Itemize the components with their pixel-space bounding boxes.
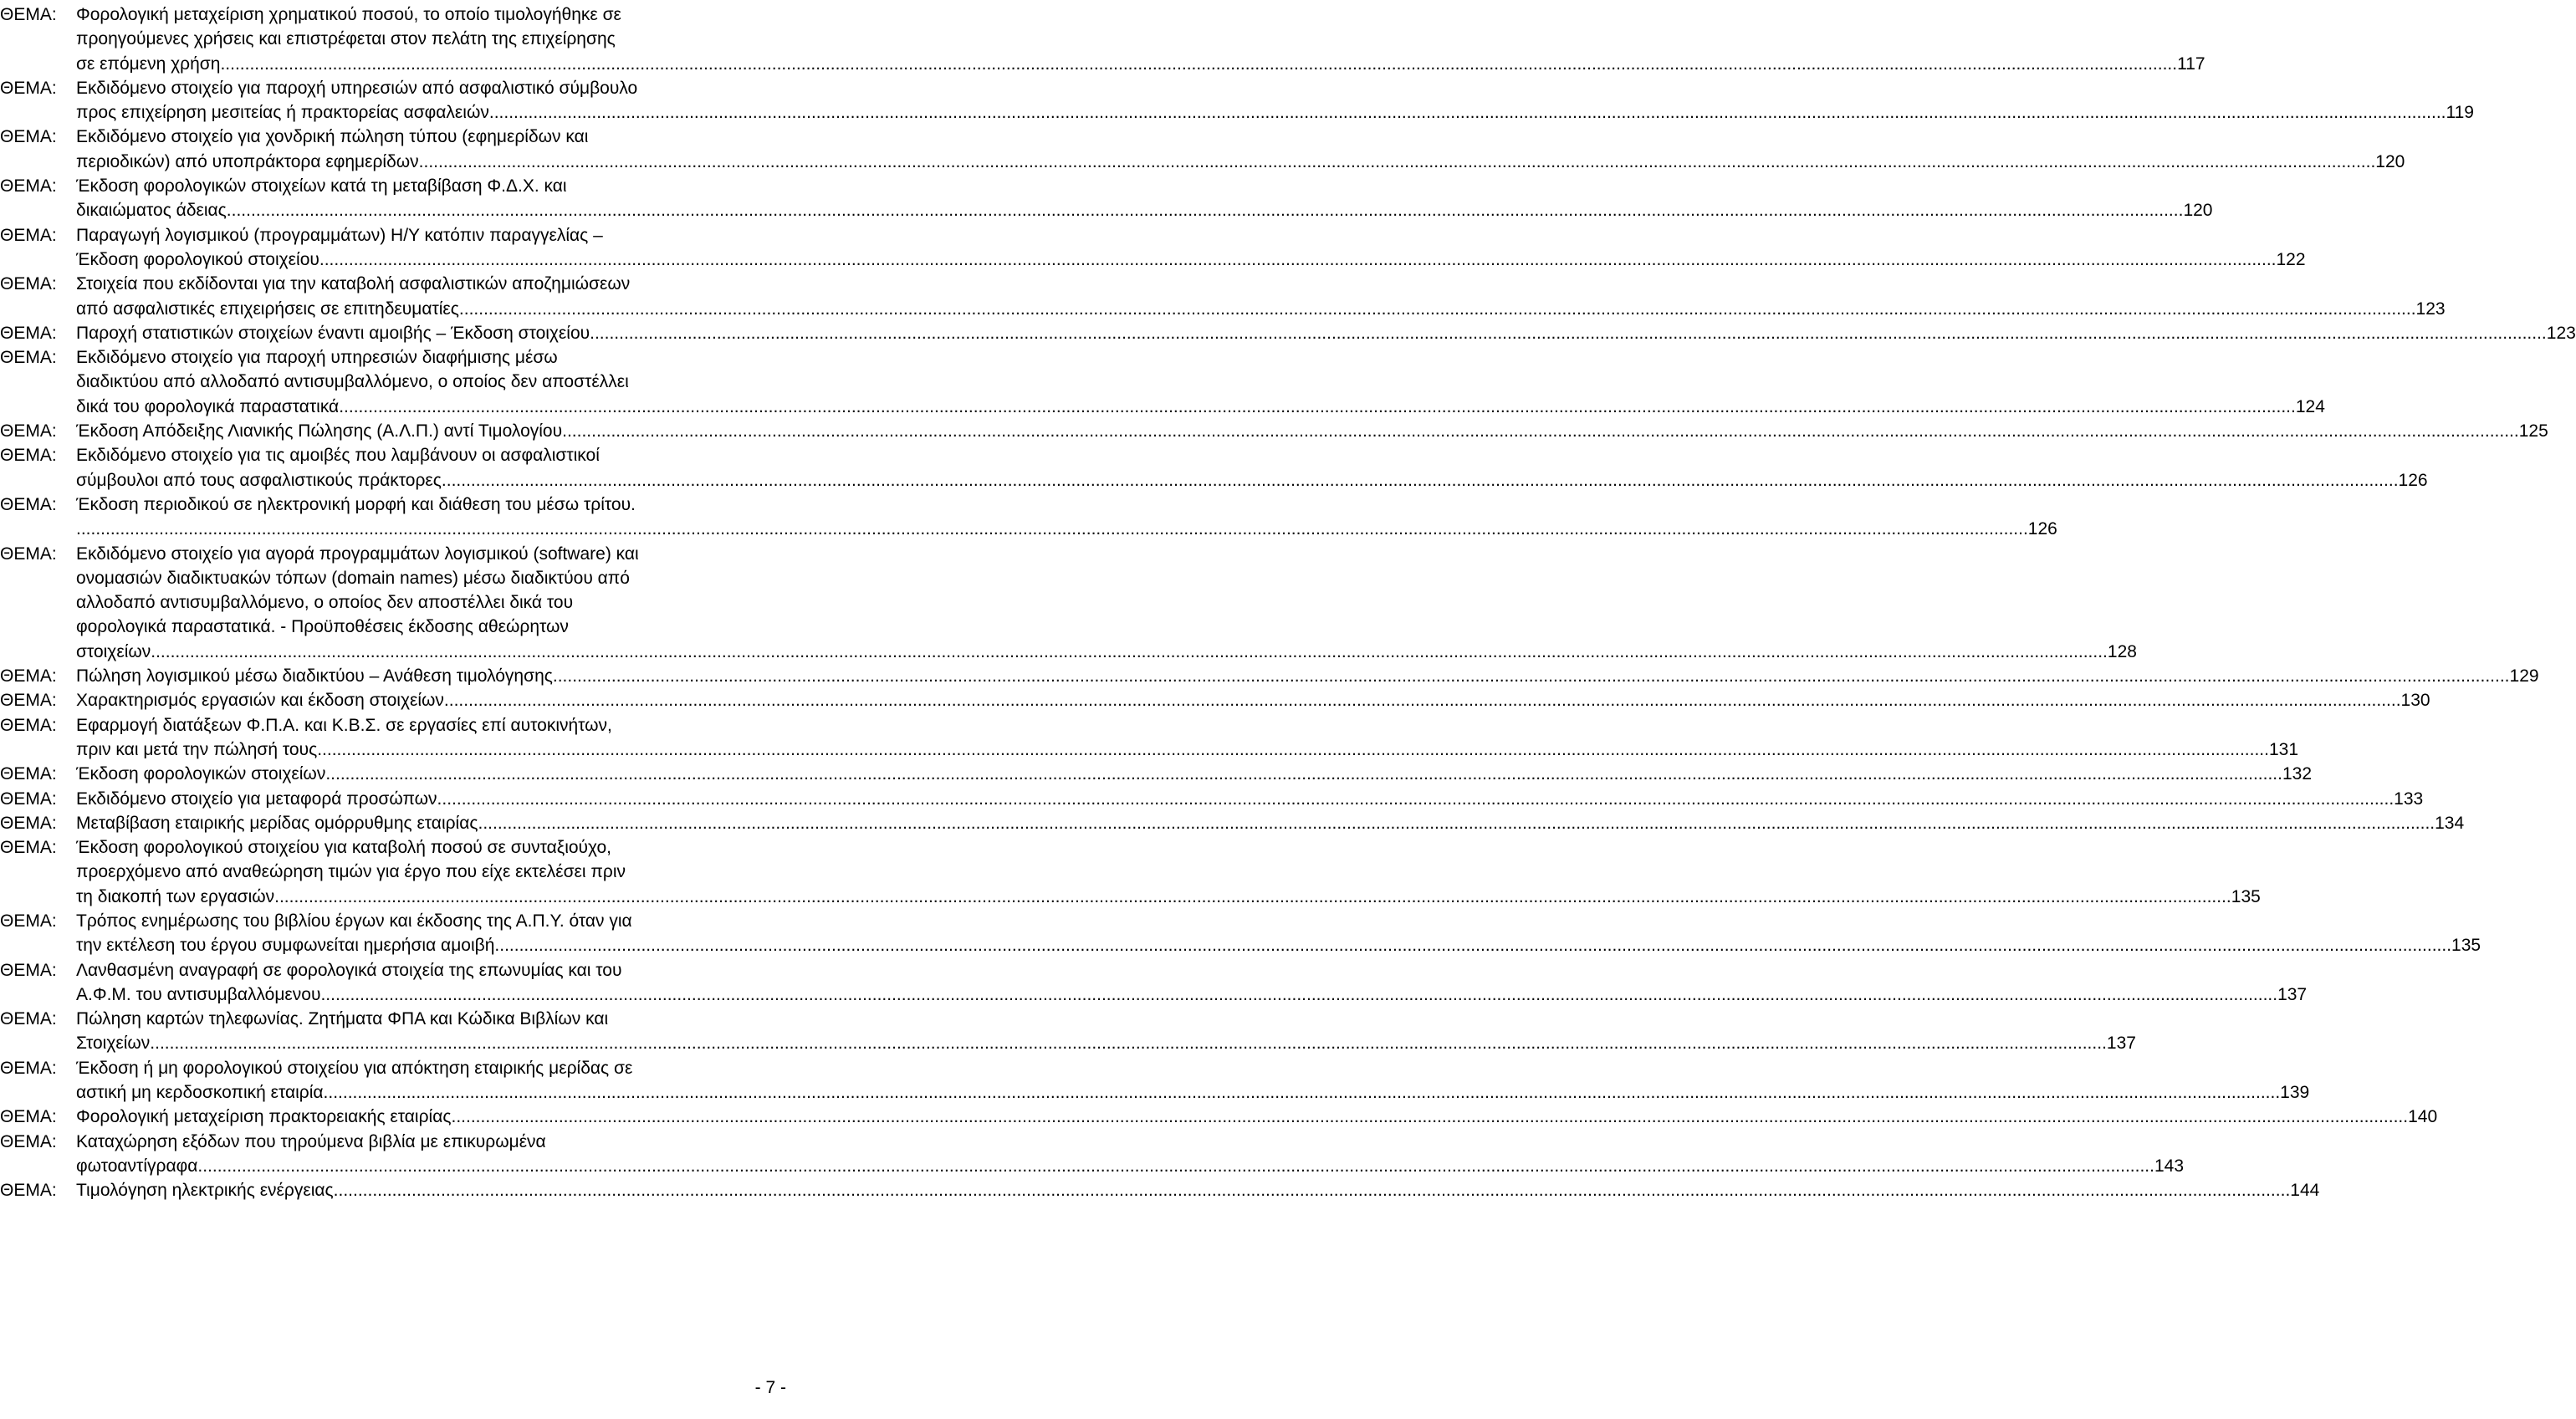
toc-entry[interactable]	[0, 958, 2308, 1008]
dot-leader: ................................................................................................................................................................................................................................................................................................................................................................................................................	[448, 691, 2401, 711]
toc-entry-text: Λανθασμένη αναγραφή σε φορολογικά στοιχεία της επωνυμίας και του	[76, 960, 622, 980]
toc-entry-page: 120	[2375, 151, 2405, 171]
toc-entry-text: Πώληση καρτών τηλεφωνίας. Ζητήματα ΦΠΑ και Κώδικα Βιβλίων και	[76, 1009, 609, 1029]
toc-entry-text: προηγούμενες χρήσεις και επιστρέφεται στον πελάτη της επιχείρησης	[76, 29, 616, 49]
dot-leader: ................................................................................................................................................................................................................................................................................................................................................................................................................	[76, 519, 2028, 539]
dot-leader: ................................................................................................................................................................................................................................................................................................................................................................................................................	[446, 470, 2399, 490]
toc-entry-label: ΘΕΜΑ:	[0, 1009, 57, 1029]
toc-entry-text: προερχόμενο από αναθεώρηση τιμών για έργο που είχε εκτελέσει πριν	[76, 862, 626, 882]
dot-leader: ................................................................................................................................................................................................................................................................................................................................................................................................................	[202, 1156, 2154, 1176]
dot-leader: ................................................................................................................................................................................................................................................................................................................................................................................................................	[442, 789, 2395, 809]
toc-entry[interactable]	[0, 1007, 2136, 1056]
dot-leader: ................................................................................................................................................................................................................................................................................................................................................................................................................	[499, 936, 2452, 956]
toc-entry[interactable]	[0, 542, 2137, 664]
toc-entry-page: 131	[2268, 739, 2299, 759]
dot-leader: ................................................................................................................................................................................................................................................................................................................................................................................................................	[155, 1034, 2107, 1054]
toc-entry[interactable]	[0, 1105, 2438, 1129]
toc-entry-text: Πώληση λογισμικού μέσω διαδικτύου – Ανάθεση τιμολόγησης.	[76, 666, 558, 687]
toc-entry-page: 128	[2107, 641, 2137, 661]
toc-entry-page: 119	[2446, 103, 2474, 123]
toc-entry-text: την εκτέλεση του έργου συμφωνείται ημερήσια αμοιβή.	[76, 936, 500, 956]
toc-entry-text: Εκδιδόμενο στοιχείο για παροχή υπηρεσιών από ασφαλιστικό σύμβουλο	[76, 78, 638, 98]
toc-entry[interactable]	[0, 321, 2576, 345]
toc-entry-text: σύμβουλοι από τους ασφαλιστικούς πράκτορες.	[76, 470, 447, 490]
toc-entry[interactable]	[0, 493, 2057, 542]
toc-entry-page: 134	[2435, 813, 2465, 833]
toc-entry-label: ΘΕΜΑ:	[0, 666, 57, 687]
toc-entry[interactable]	[0, 811, 2465, 835]
toc-entry-text: ονομασιών διαδικτυακών τόπων (domain names) μέσω διαδικτύου από	[76, 568, 630, 588]
toc-entry[interactable]	[0, 909, 2481, 958]
toc-entry-text: Εκδιδόμενο στοιχείο για παροχή υπηρεσιών διαφήμισης μέσω	[76, 348, 558, 368]
toc-entry-label: ΘΕΜΑ:	[0, 1107, 57, 1127]
toc-entry-label: ΘΕΜΑ:	[0, 813, 57, 833]
dot-leader: ................................................................................................................................................................................................................................................................................................................................................................................................................	[330, 764, 2282, 784]
toc-entry-text: Παροχή στατιστικών στοιχείων έναντι αμοιβής – Έκδοση στοιχείου.	[76, 323, 595, 343]
toc-entry-text: Στοιχεία που εκδίδονται για την καταβολή ασφαλιστικών αποζημιώσεων	[76, 274, 631, 294]
toc-entry-page: 144	[2290, 1181, 2320, 1201]
toc-entry-page: 123	[2546, 323, 2576, 343]
dot-leader: ................................................................................................................................................................................................................................................................................................................................................................................................................	[225, 54, 2178, 74]
toc-entry-page: 137	[2106, 1034, 2136, 1054]
dot-leader: ................................................................................................................................................................................................................................................................................................................................................................................................................	[325, 984, 2278, 1004]
toc-entry-text: φωτοαντίγραφα.	[76, 1156, 203, 1176]
toc-entry-label: ΘΕΜΑ:	[0, 176, 57, 197]
toc-entry-text: στοιχείων.	[76, 641, 156, 661]
toc-entry-text: αλλοδαπό αντισυμβαλλόμενο, ο οποίος δεν αποστέλλει δικά του	[76, 593, 574, 613]
toc-entry-label: ΘΕΜΑ:	[0, 691, 57, 711]
dot-leader: ................................................................................................................................................................................................................................................................................................................................................................................................................	[338, 1181, 2291, 1201]
toc-entry[interactable]	[0, 713, 2299, 763]
toc-entry-text: Παραγωγή λογισμικού (προγραμμάτων) Η/Υ κατόπιν παραγγελίας –	[76, 225, 603, 245]
dot-leader: ................................................................................................................................................................................................................................................................................................................................................................................................................	[423, 151, 2376, 171]
toc-entry-text: σε επόμενη χρήση.	[76, 54, 226, 74]
toc-entry-label: ΘΕΜΑ:	[0, 225, 57, 245]
toc-entry-text: δικά του φορολογικά παραστατικά.	[76, 396, 345, 416]
toc-entry-text: Εφαρμογή διατάξεων Φ.Π.Α. και Κ.Β.Σ. σε εργασίες επί αυτοκινήτων,	[76, 715, 612, 735]
dot-leader: ................................................................................................................................................................................................................................................................................................................................................................................................................	[594, 323, 2547, 343]
toc-entry-page: 140	[2408, 1107, 2438, 1127]
toc-entry-text: Εκδιδόμενο στοιχείο για αγορά προγραμμάτων λογισμικού (software) και	[76, 544, 639, 564]
toc-entry-text: Στοιχείων.	[76, 1034, 156, 1054]
toc-entry-page: 135	[2451, 936, 2481, 956]
toc-entry[interactable]	[0, 419, 2548, 443]
toc-entry-text: περιοδικών) από υποπράκτορα εφημερίδων.	[76, 151, 424, 171]
toc-entry-label: ΘΕΜΑ:	[0, 446, 57, 466]
toc-entry-label: ΘΕΜΑ:	[0, 127, 57, 147]
toc-entry-text: πριν και μετά την πώλησή τους	[76, 739, 318, 759]
toc-entry-label: ΘΕΜΑ:	[0, 1131, 57, 1151]
toc-entry-text: Τιμολόγηση ηλεκτρικής ενέργειας.	[76, 1181, 339, 1201]
toc-entry-text: Έκδοση φορολογικού στοιχείου για καταβολή ποσού σε συνταξιούχο,	[76, 838, 612, 858]
toc-entry[interactable]	[0, 787, 2424, 811]
toc-entry[interactable]	[0, 223, 2306, 273]
toc-entry[interactable]	[0, 345, 2325, 419]
toc-entry-page: 124	[2295, 396, 2325, 416]
toc-entry-text: Εκδιδόμενο στοιχείο για μεταφορά προσώπων.	[76, 789, 442, 809]
toc-entry-label: ΘΕΜΑ:	[0, 274, 57, 294]
toc-entry-text: από ασφαλιστικές επιχειρήσεις σε επιτηδευματίες.	[76, 299, 464, 319]
toc-entry-label: ΘΕΜΑ:	[0, 421, 57, 442]
toc-entry-label: ΘΕΜΑ:	[0, 715, 57, 735]
toc-entry[interactable]	[0, 272, 2446, 321]
toc-entry-page: 125	[2518, 421, 2548, 442]
toc-entry-text: Μεταβίβαση εταιρικής μερίδας ομόρρυθμης εταιρίας.	[76, 813, 483, 833]
toc-entry-label: ΘΕΜΑ:	[0, 78, 57, 98]
toc-entry-label: ΘΕΜΑ:	[0, 789, 57, 809]
toc-entry[interactable]	[0, 1178, 2320, 1202]
toc-entry[interactable]	[0, 688, 2430, 712]
toc-entry-text: Α.Φ.Μ. του αντισυμβαλλόμενου.	[76, 984, 326, 1004]
toc-entry[interactable]	[0, 1056, 2310, 1105]
toc-entry-label: ΘΕΜΑ:	[0, 764, 57, 784]
dot-leader: ................................................................................................................................................................................................................................................................................................................................................................................................................	[231, 201, 2184, 221]
toc-entry-page: 139	[2280, 1083, 2310, 1103]
toc-entry-text: Χαρακτηρισμός εργασιών και έκδοση στοιχείων.	[76, 691, 449, 711]
toc-entry-page: 126	[2027, 519, 2057, 539]
toc-entry-text: Έκδοση φορολογικών στοιχείων.	[76, 764, 331, 784]
toc-entry[interactable]	[0, 76, 2474, 125]
toc-entry-text: διαδικτύου από αλλοδαπό αντισυμβαλλόμενο, ο οποίος δεν αποστέλλει	[76, 372, 629, 392]
toc-entry-text: τη διακοπή των εργασιών.	[76, 886, 279, 906]
toc-entry-page: 137	[2277, 984, 2308, 1004]
dot-leader: ................................................................................................................................................................................................................................................................................................................................................................................................................	[324, 249, 2277, 269]
dot-leader: ................................................................................................................................................................................................................................................................................................................................................................................................................	[328, 1083, 2281, 1103]
toc-entry-text: Έκδοση φορολογικού στοιχείου.	[76, 249, 325, 269]
toc-entry-label: ΘΕΜΑ:	[0, 323, 57, 343]
toc-entry-page: 126	[2398, 470, 2428, 490]
toc-entry-text: φορολογικά παραστατικά. - Προϋποθέσεις έκδοσης αθεώρητων	[76, 617, 569, 637]
toc-entry-page: 120	[2183, 201, 2213, 221]
toc-entry-text: Έκδοση περιοδικού σε ηλεκτρονική μορφή και διάθεση του μέσω τρίτου.	[76, 494, 636, 514]
toc-entry[interactable]	[0, 835, 2261, 909]
table-of-contents	[0, 3, 2576, 1203]
toc-entry-text: Εκδιδόμενο στοιχείο για χονδρική πώληση τύπου (εφημερίδων και	[76, 127, 589, 147]
dot-leader: ................................................................................................................................................................................................................................................................................................................................................................................................................	[317, 739, 2269, 759]
dot-leader: ................................................................................................................................................................................................................................................................................................................................................................................................................	[344, 396, 2296, 416]
toc-entry[interactable]	[0, 125, 2405, 174]
dot-leader: ................................................................................................................................................................................................................................................................................................................................................................................................................	[566, 421, 2519, 442]
toc-entry[interactable]	[0, 443, 2428, 493]
toc-entry-text: Εκδιδόμενο στοιχείο για τις αμοιβές που λαμβάνουν οι ασφαλιστικοί	[76, 446, 600, 466]
toc-entry-text: αστική μη κερδοσκοπική εταιρία.	[76, 1083, 329, 1103]
toc-entry-text: δικαιώματος άδειας.	[76, 201, 232, 221]
toc-entry[interactable]	[0, 762, 2313, 786]
toc-entry-text: Φορολογική μεταχείριση χρηματικού ποσού, το οποίο τιμολογήθηκε σε	[76, 5, 621, 24]
dot-leader: ................................................................................................................................................................................................................................................................................................................................................................................................................	[557, 666, 2510, 687]
toc-entry-text: Έκδοση ή μη φορολογικού στοιχείου για απόκτηση εταιρικής μερίδας σε	[76, 1058, 633, 1078]
dot-leader: ................................................................................................................................................................................................................................................................................................................................................................................................................	[156, 641, 2108, 661]
toc-entry[interactable]	[0, 174, 2213, 223]
toc-entry-label: ΘΕΜΑ:	[0, 494, 57, 514]
toc-entry-text: Καταχώρηση εξόδων που τηρούμενα βιβλία με επικυρωμένα	[76, 1131, 546, 1151]
dot-leader: ................................................................................................................................................................................................................................................................................................................................................................................................................	[456, 1107, 2409, 1127]
toc-entry-page: 135	[2231, 886, 2261, 906]
toc-entry-page: 129	[2509, 666, 2539, 687]
toc-entry[interactable]	[0, 664, 2539, 688]
toc-entry-page: 117	[2177, 54, 2205, 74]
toc-entry-label: ΘΕΜΑ:	[0, 1058, 57, 1078]
toc-entry-label: ΘΕΜΑ:	[0, 544, 57, 564]
toc-entry[interactable]	[0, 3, 2205, 76]
toc-entry-page: 122	[2276, 249, 2306, 269]
toc-entry-text: Έκδοση Απόδειξης Λιανικής Πώλησης (Α.Λ.Π.) αντί Τιμολογίου.	[76, 421, 567, 442]
toc-entry-label: ΘΕΜΑ:	[0, 911, 57, 931]
toc-entry-label: ΘΕΜΑ:	[0, 960, 57, 980]
toc-entry-text: Έκδοση φορολογικών στοιχείων κατά τη μεταβίβαση Φ.Δ.Χ. και	[76, 176, 567, 197]
toc-entry-text: Φορολογική μεταχείριση πρακτορειακής εταιρίας.	[76, 1107, 457, 1127]
toc-entry-label: ΘΕΜΑ:	[0, 5, 57, 24]
toc-entry-label: ΘΕΜΑ:	[0, 1181, 57, 1201]
toc-entry-page: 130	[2400, 691, 2430, 711]
dot-leader: ................................................................................................................................................................................................................................................................................................................................................................................................................	[279, 886, 2231, 906]
dot-leader: ................................................................................................................................................................................................................................................................................................................................................................................................................	[493, 103, 2446, 123]
toc-entry-label: ΘΕΜΑ:	[0, 348, 57, 368]
toc-entry[interactable]	[0, 1130, 2185, 1179]
page-number: - 7 -	[754, 1378, 786, 1397]
toc-entry-page: 133	[2394, 789, 2424, 809]
dot-leader: ................................................................................................................................................................................................................................................................................................................................................................................................................	[463, 299, 2416, 319]
dot-leader: ................................................................................................................................................................................................................................................................................................................................................................................................................	[483, 813, 2435, 833]
toc-entry-label: ΘΕΜΑ:	[0, 838, 57, 858]
toc-entry-page: 132	[2282, 764, 2313, 784]
toc-entry-text: προς επιχείρηση μεσιτείας ή πρακτορείας ασφαλειών.	[76, 103, 494, 123]
toc-entry-page: 123	[2415, 299, 2446, 319]
toc-entry-text: Τρόπος ενημέρωσης του βιβλίου έργων και έκδοσης της Α.Π.Υ. όταν για	[76, 911, 632, 931]
toc-entry-page: 143	[2154, 1156, 2185, 1176]
